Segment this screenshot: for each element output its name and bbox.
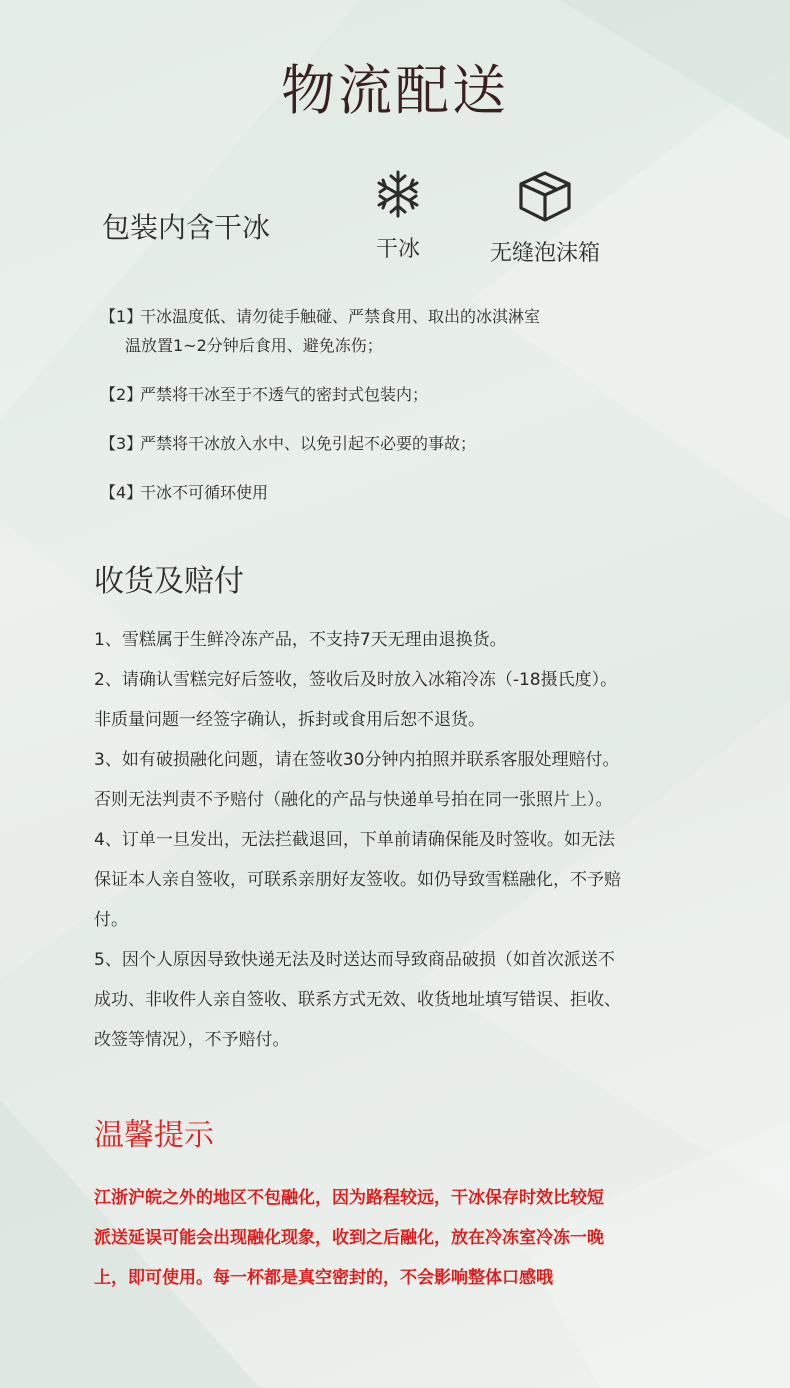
foam-box-label: 无缝泡沫箱 bbox=[489, 241, 600, 266]
note-number: 【1】 bbox=[100, 307, 143, 326]
note-text: 干冰温度低、请勿徒手触碰、严禁食用、取出的冰淇淋室 bbox=[140, 307, 541, 326]
box-icon bbox=[518, 170, 572, 222]
note-text: 干冰不可循环使用 bbox=[140, 483, 269, 502]
note-number: 【2】 bbox=[100, 385, 143, 404]
policy-line: 1、雪糕属于生鲜冷冻产品，不支持7天无理由退换货。 bbox=[94, 630, 507, 650]
policy-line: 保证本人亲自签收，可联系亲朋好友签收。如仍导致雪糕融化，不予赔 bbox=[94, 870, 621, 890]
policy-line: 付。 bbox=[94, 910, 128, 930]
note-number: 【4】 bbox=[100, 483, 143, 502]
policy-line: 5、因个人原因导致快递无法及时送达而导致商品破损（如首次派送不 bbox=[94, 950, 615, 970]
dry-ice-label: 干冰 bbox=[375, 237, 420, 262]
note-item bbox=[100, 478, 720, 507]
dry-ice-notes bbox=[100, 302, 720, 527]
tip-line: 江浙沪皖之外的地区不包融化，因为路程较远，干冰保存时效比较短 bbox=[94, 1188, 604, 1208]
receive-section-title: 收货及赔付 bbox=[94, 564, 244, 599]
snowflake-icon bbox=[374, 170, 422, 218]
foam-box-feature bbox=[478, 170, 612, 267]
note-item bbox=[100, 429, 720, 458]
policy-line: 否则无法判责不予赔付（融化的产品与快递单号拍在同一张照片上）。 bbox=[94, 790, 613, 810]
policy-line: 2、请确认雪糕完好后签收，签收后及时放入冰箱冷冻（-18摄氏度）。 bbox=[94, 670, 618, 690]
tips-section-title: 温馨提示 bbox=[94, 1118, 214, 1153]
tip-line: 上，即可使用。每一杯都是真空密封的，不会影响整体口感哦 bbox=[94, 1268, 553, 1288]
note-text-continued: 温放置1~2分钟后食用、避免冻伤； bbox=[125, 336, 383, 355]
tip-line: 派送延误可能会出现融化现象，收到之后融化，放在冷冻室冷冻一晚 bbox=[94, 1228, 604, 1248]
policy-line: 非质量问题一经签字确认，拆封或食用后恕不退货。 bbox=[94, 710, 485, 730]
note-text: 严禁将干冰至于不透气的密封式包装内； bbox=[140, 385, 429, 404]
note-item bbox=[100, 380, 720, 409]
policy-line: 改签等情况），不予赔付。 bbox=[94, 1030, 290, 1050]
note-number: 【3】 bbox=[100, 434, 143, 453]
dry-ice-feature bbox=[354, 170, 442, 263]
policy-line: 4、订单一旦发出，无法拦截退回，下单前请确保能及时签收。如无法 bbox=[94, 830, 615, 850]
policy-line: 3、如有破损融化问题，请在签收30分钟内拍照并联系客服处理赔付。 bbox=[94, 750, 620, 770]
packaging-label: 包装内含干冰 bbox=[102, 211, 271, 244]
receive-policy-text bbox=[94, 620, 704, 1060]
note-item bbox=[100, 302, 720, 360]
note-text: 严禁将干冰放入水中、以免引起不必要的事故； bbox=[140, 434, 477, 453]
tips-text bbox=[94, 1178, 704, 1298]
page-title: 物流配送 bbox=[281, 59, 509, 122]
policy-line: 成功、非收件人亲自签收、联系方式无效、收货地址填写错误、拒收、 bbox=[94, 990, 621, 1010]
